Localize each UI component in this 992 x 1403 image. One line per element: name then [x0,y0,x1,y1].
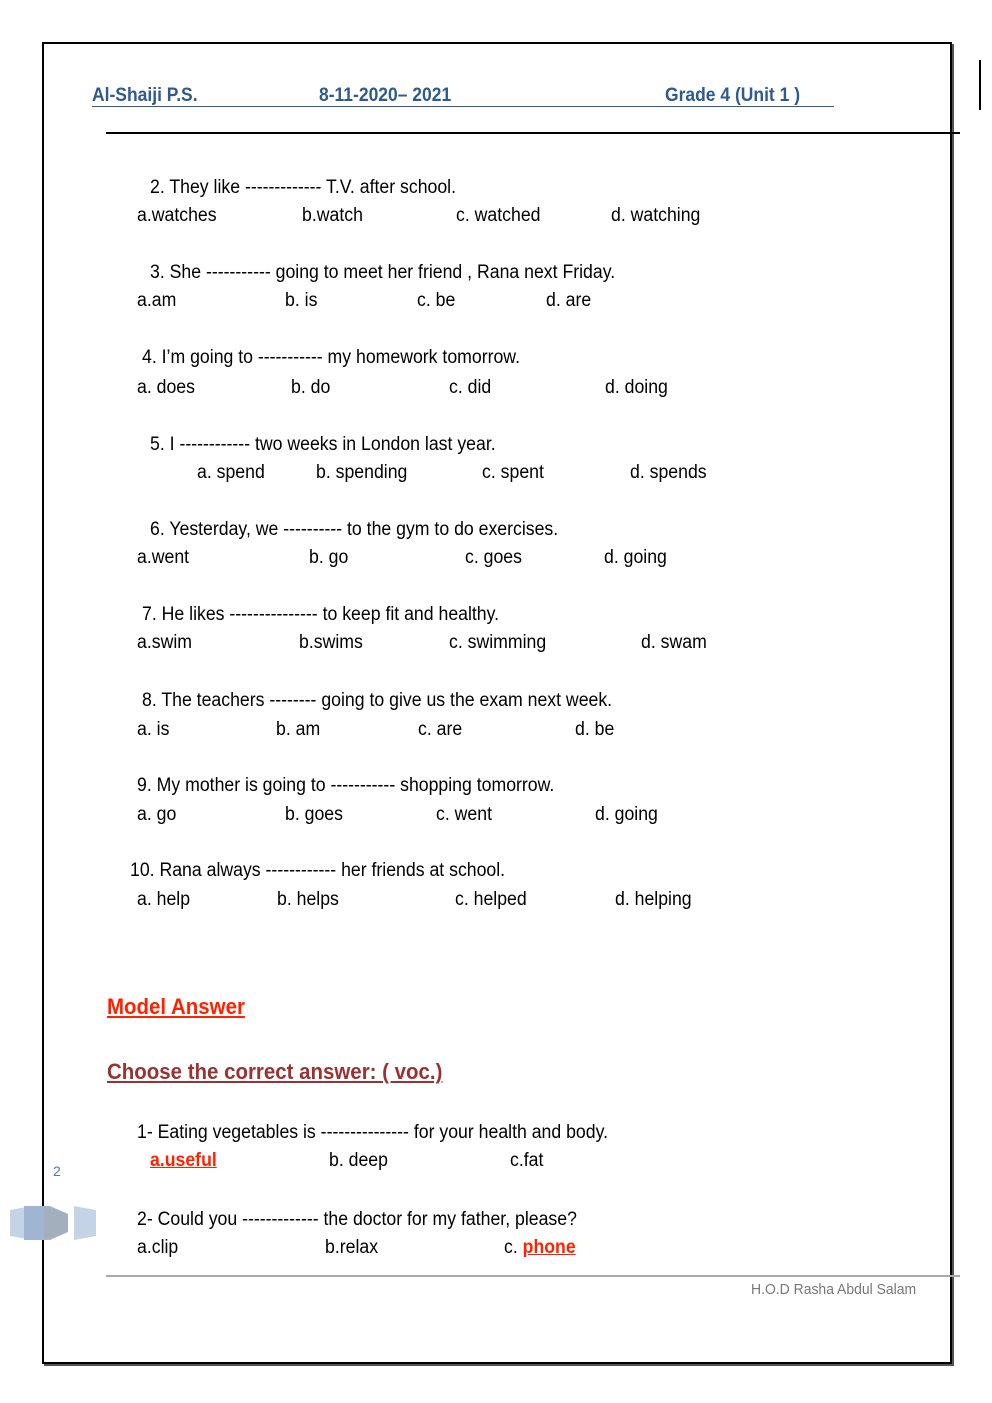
answer-option: b. goes [285,804,343,825]
voc-option-2b: b.relax [325,1237,379,1258]
answer-option: c. goes [465,547,522,568]
answer-option: a. help [137,889,191,910]
answer-option: d. watching [611,205,701,226]
answer-option: b. is [285,290,318,311]
answer-option: c. went [436,804,492,825]
question-stem: 9. My mother is going to ----------- shopping tomorrow. [137,775,555,796]
section-heading: Choose the correct answer: ( voc.) [107,1059,443,1084]
answer-option: a.am [137,290,177,311]
question-stem: 5. I ------------ two weeks in London last year. [150,434,496,455]
answer-option: a. go [137,804,177,825]
answer-option: a.watches [137,205,217,226]
voc-option-1b: b. deep [329,1150,388,1171]
voc-option-2c [504,1238,576,1257]
answer-option: b.swims [299,632,363,653]
voc-answer-2: phone [522,1237,576,1258]
answer-option: a.went [137,547,190,568]
answer-option: c. watched [456,205,541,226]
voc-option-1a: a.useful [150,1150,217,1171]
question-stem: 3. She ----------- going to meet her friend , Rana next Friday. [150,262,616,283]
header-date: 8-11-2020– 2021 [319,85,452,106]
answer-option: c. swimming [449,632,547,653]
model-answer-heading: Model Answer [107,994,245,1019]
voc-option-2c-label: c. [504,1237,523,1258]
question-stem: 6. Yesterday, we ---------- to the gym to do exercises. [150,519,559,540]
answer-option: d. going [604,547,667,568]
answer-option: b. go [309,547,349,568]
question-stem: 7. He likes --------------- to keep fit and healthy. [142,604,500,625]
answer-option: c. are [418,719,463,740]
question-stem: 2. They like ------------- T.V. after school. [150,177,457,198]
answer-option: a. does [137,377,195,398]
header-grade: Grade 4 (Unit 1 ) [665,85,801,106]
ribbon-decoration-icon [10,1206,96,1240]
answer-option: b.watch [302,205,363,226]
answer-option: d. helping [615,889,692,910]
voc-option-1c: c.fat [510,1150,544,1171]
answer-option: d. swam [641,632,707,653]
answer-option: b. am [276,719,321,740]
answer-option: b. helps [277,889,339,910]
voc-question-2: 2- Could you ------------- the doctor for my father, please? [137,1209,577,1230]
question-stem: 8. The teachers -------- going to give us the exam next week. [142,690,613,711]
answer-option: a.swim [137,632,192,653]
answer-option: d. be [575,719,615,740]
answer-option: d. are [546,290,592,311]
answer-option: c. be [417,290,456,311]
answer-option: b. spending [316,462,408,483]
footer-text: H.O.D Rasha Abdul Salam [751,1281,917,1298]
header-rule [106,132,960,134]
answer-option: a. is [137,719,170,740]
footer-rule [106,1275,960,1277]
header-underline [92,106,834,107]
margin-bar [979,60,981,110]
answer-option: b. do [291,377,331,398]
school-name: Al-Shaiji P.S. [92,85,198,106]
answer-option: d. going [595,804,658,825]
answer-option: d. doing [605,377,668,398]
answer-option: d. spends [630,462,707,483]
answer-option: c. spent [482,462,544,483]
answer-option: a. spend [197,462,265,483]
voc-option-2a: a.clip [137,1237,179,1258]
answer-option: c. helped [455,889,527,910]
page-number: 2 [53,1163,61,1179]
voc-question-1: 1- Eating vegetables is --------------- for your health and body. [137,1122,609,1143]
answer-option: c. did [449,377,492,398]
question-stem: 4. I’m going to ----------- my homework tomorrow. [142,347,521,368]
question-stem: 10. Rana always ------------ her friends at school. [130,860,506,881]
